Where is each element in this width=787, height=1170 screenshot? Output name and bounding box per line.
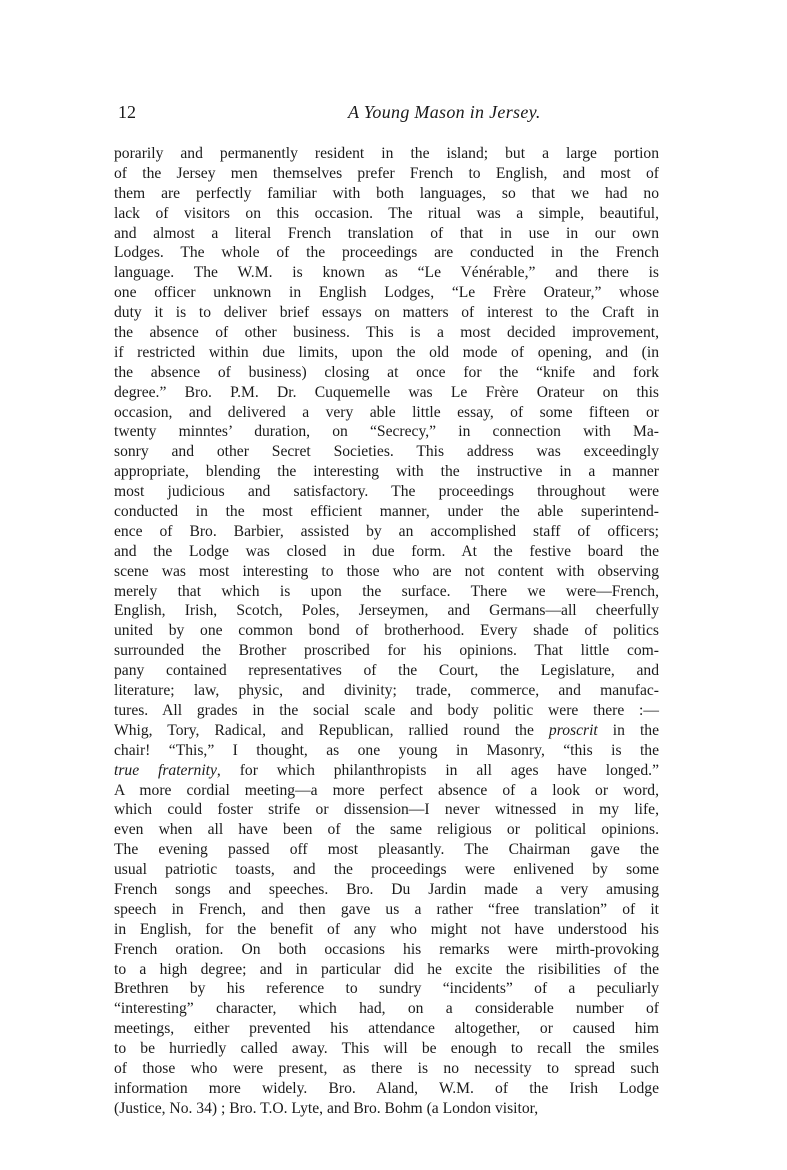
text-run: sonry and other Secret Societies. This address was exceedingly [114,443,659,461]
text-line [114,621,659,641]
text-run: of the Jersey men themselves prefer French to English, and most of [114,164,659,182]
text-line [114,860,659,880]
text-run: language. The W.M. is known as “Le Vénérable,” and there is [114,264,659,282]
text-run: most judicious and satisfactory. The proceedings throughout were [114,483,659,501]
text-run: A more cordial meeting—a more perfect absence of a look or word, [114,781,659,799]
text-line [114,741,659,761]
text-run: literature; law, physic, and divinity; trade, commerce, and manufac- [114,682,659,700]
text-line [114,422,659,442]
text-line [114,761,659,781]
text-line [114,781,659,801]
text-run: to be hurriedly called away. This will be enough to recall the smiles [114,1040,659,1058]
text-run: which could foster strife or dissension—I never witnessed in my life, [114,801,659,819]
text-line [114,681,659,701]
body-text [114,144,659,1119]
text-line [114,263,659,283]
text-run: to a high degree; and in particular did he excite the risibilities of the [114,960,659,978]
text-run: The evening passed off most pleasantly. The Chairman gave the [114,841,659,859]
text-line [114,363,659,383]
text-line [114,601,659,621]
text-run: even when all have been of the same religious or political opinions. [114,821,659,839]
text-run: proscrit [548,721,598,739]
text-run: in the [597,721,659,739]
text-run: surrounded the Brother proscribed for his opinions. That little com- [114,642,659,660]
text-run: conducted in the most efficient manner, under the able superintend- [114,503,659,521]
text-run: (Justice, No. 34) ; Bro. T.O. Lyte, and Bro. Bohm (a London visitor, [114,1099,539,1117]
text-run: and almost a literal French translation of that in use in our own [114,224,659,242]
text-line [114,979,659,999]
text-line [114,920,659,940]
text-line [114,204,659,224]
text-run: and the Lodge was closed in due form. At the festive board the [114,542,659,560]
text-run: English, Irish, Scotch, Poles, Jerseymen, and Germans—all cheerfully [114,602,659,620]
text-run: true fraternity [114,761,217,779]
text-run: meetings, either prevented his attendance altogether, or caused him [114,1020,659,1038]
text-run: lack of visitors on this occasion. The ritual was a simple, beautiful, [114,204,659,222]
text-run: pany contained representatives of the Court, the Legislature, and [114,662,659,680]
text-line [114,403,659,423]
text-line [114,184,659,204]
text-line [114,820,659,840]
text-line [114,900,659,920]
text-line [114,960,659,980]
text-line [114,721,659,741]
text-line [114,502,659,522]
page-number: 12 [118,102,136,122]
text-line [114,1079,659,1099]
text-run: speech in French, and then gave us a rather “free translation” of it [114,900,659,918]
text-line [114,940,659,960]
text-run: of those who were present, as there is no necessity to spread such [114,1059,659,1077]
text-run: chair! “This,” I thought, as one young in Masonry, “this is the [114,741,659,759]
text-run: Whig, Tory, Radical, and Republican, rallied round the [114,721,549,739]
text-line [114,522,659,542]
text-run: duty it is to deliver brief essays on matters of interest to the Craft in [114,304,659,322]
text-line [114,840,659,860]
text-run: ence of Bro. Barbier, assisted by an accomplished staff of officers; [114,522,659,540]
text-run: , for which philanthropists in all ages have longed.” [216,761,660,779]
text-line [114,462,659,482]
page-header [118,102,658,126]
text-line [114,1059,659,1079]
text-line [114,383,659,403]
text-line [114,343,659,363]
text-line [114,800,659,820]
text-line [114,701,659,721]
text-run: occasion, and delivered a very able little essay, of some fifteen or [114,403,659,421]
text-run: degree.” Bro. P.M. Dr. Cuquemelle was Le Frère Orateur on this [114,383,659,401]
text-line [114,482,659,502]
text-line [114,661,659,681]
text-run: French oration. On both occasions his remarks were mirth-provoking [114,940,659,958]
text-run: appropriate, blending the interesting with the instructive in a manner [114,463,659,481]
text-run: the absence of other business. This is a most decided improvement, [114,324,659,342]
text-line [114,582,659,602]
text-run: merely that which is upon the surface. There we were—French, [114,582,659,600]
text-run: information more widely. Bro. Aland, W.M. of the Irish Lodge [114,1079,659,1097]
text-run: the absence of business) closing at once for the “knife and fork [114,363,659,381]
text-line [114,283,659,303]
text-run: twenty minntes’ duration, on “Secrecy,” in connection with Ma- [114,423,659,441]
text-run: tures. All grades in the social scale and body politic were there :— [114,701,659,719]
text-line [114,144,659,164]
text-line [114,224,659,244]
text-line [114,303,659,323]
text-line [114,641,659,661]
text-line [114,1039,659,1059]
text-run: if restricted within due limits, upon the old mode of opening, and (in [114,343,659,361]
text-run: French songs and speeches. Bro. Du Jardin made a very amusing [114,880,659,898]
text-run: one officer unknown in English Lodges, “Le Frère Orateur,” whose [114,284,659,302]
text-line [114,323,659,343]
text-run: in English, for the benefit of any who might not have understood his [114,920,659,938]
text-run: them are perfectly familiar with both languages, so that we had no [114,184,659,202]
text-line [114,880,659,900]
text-run: united by one common bond of brotherhood. Every shade of politics [114,622,659,640]
text-line [114,164,659,184]
text-line [114,243,659,263]
text-run: scene was most interesting to those who are not content with observing [114,562,659,580]
text-line [114,1099,659,1119]
text-run: usual patriotic toasts, and the proceedings were enlivened by some [114,861,659,879]
text-line [114,999,659,1019]
text-line [114,1019,659,1039]
running-title: A Young Mason in Jersey. [348,102,541,122]
text-line [114,442,659,462]
text-run: Lodges. The whole of the proceedings are conducted in the French [114,244,659,262]
text-run: Brethren by his reference to sundry “incidents” of a peculiarly [114,980,659,998]
text-line [114,562,659,582]
text-line [114,542,659,562]
text-run: “interesting” character, which had, on a considerable number of [114,1000,659,1018]
text-run: porarily and permanently resident in the island; but a large portion [114,145,659,162]
